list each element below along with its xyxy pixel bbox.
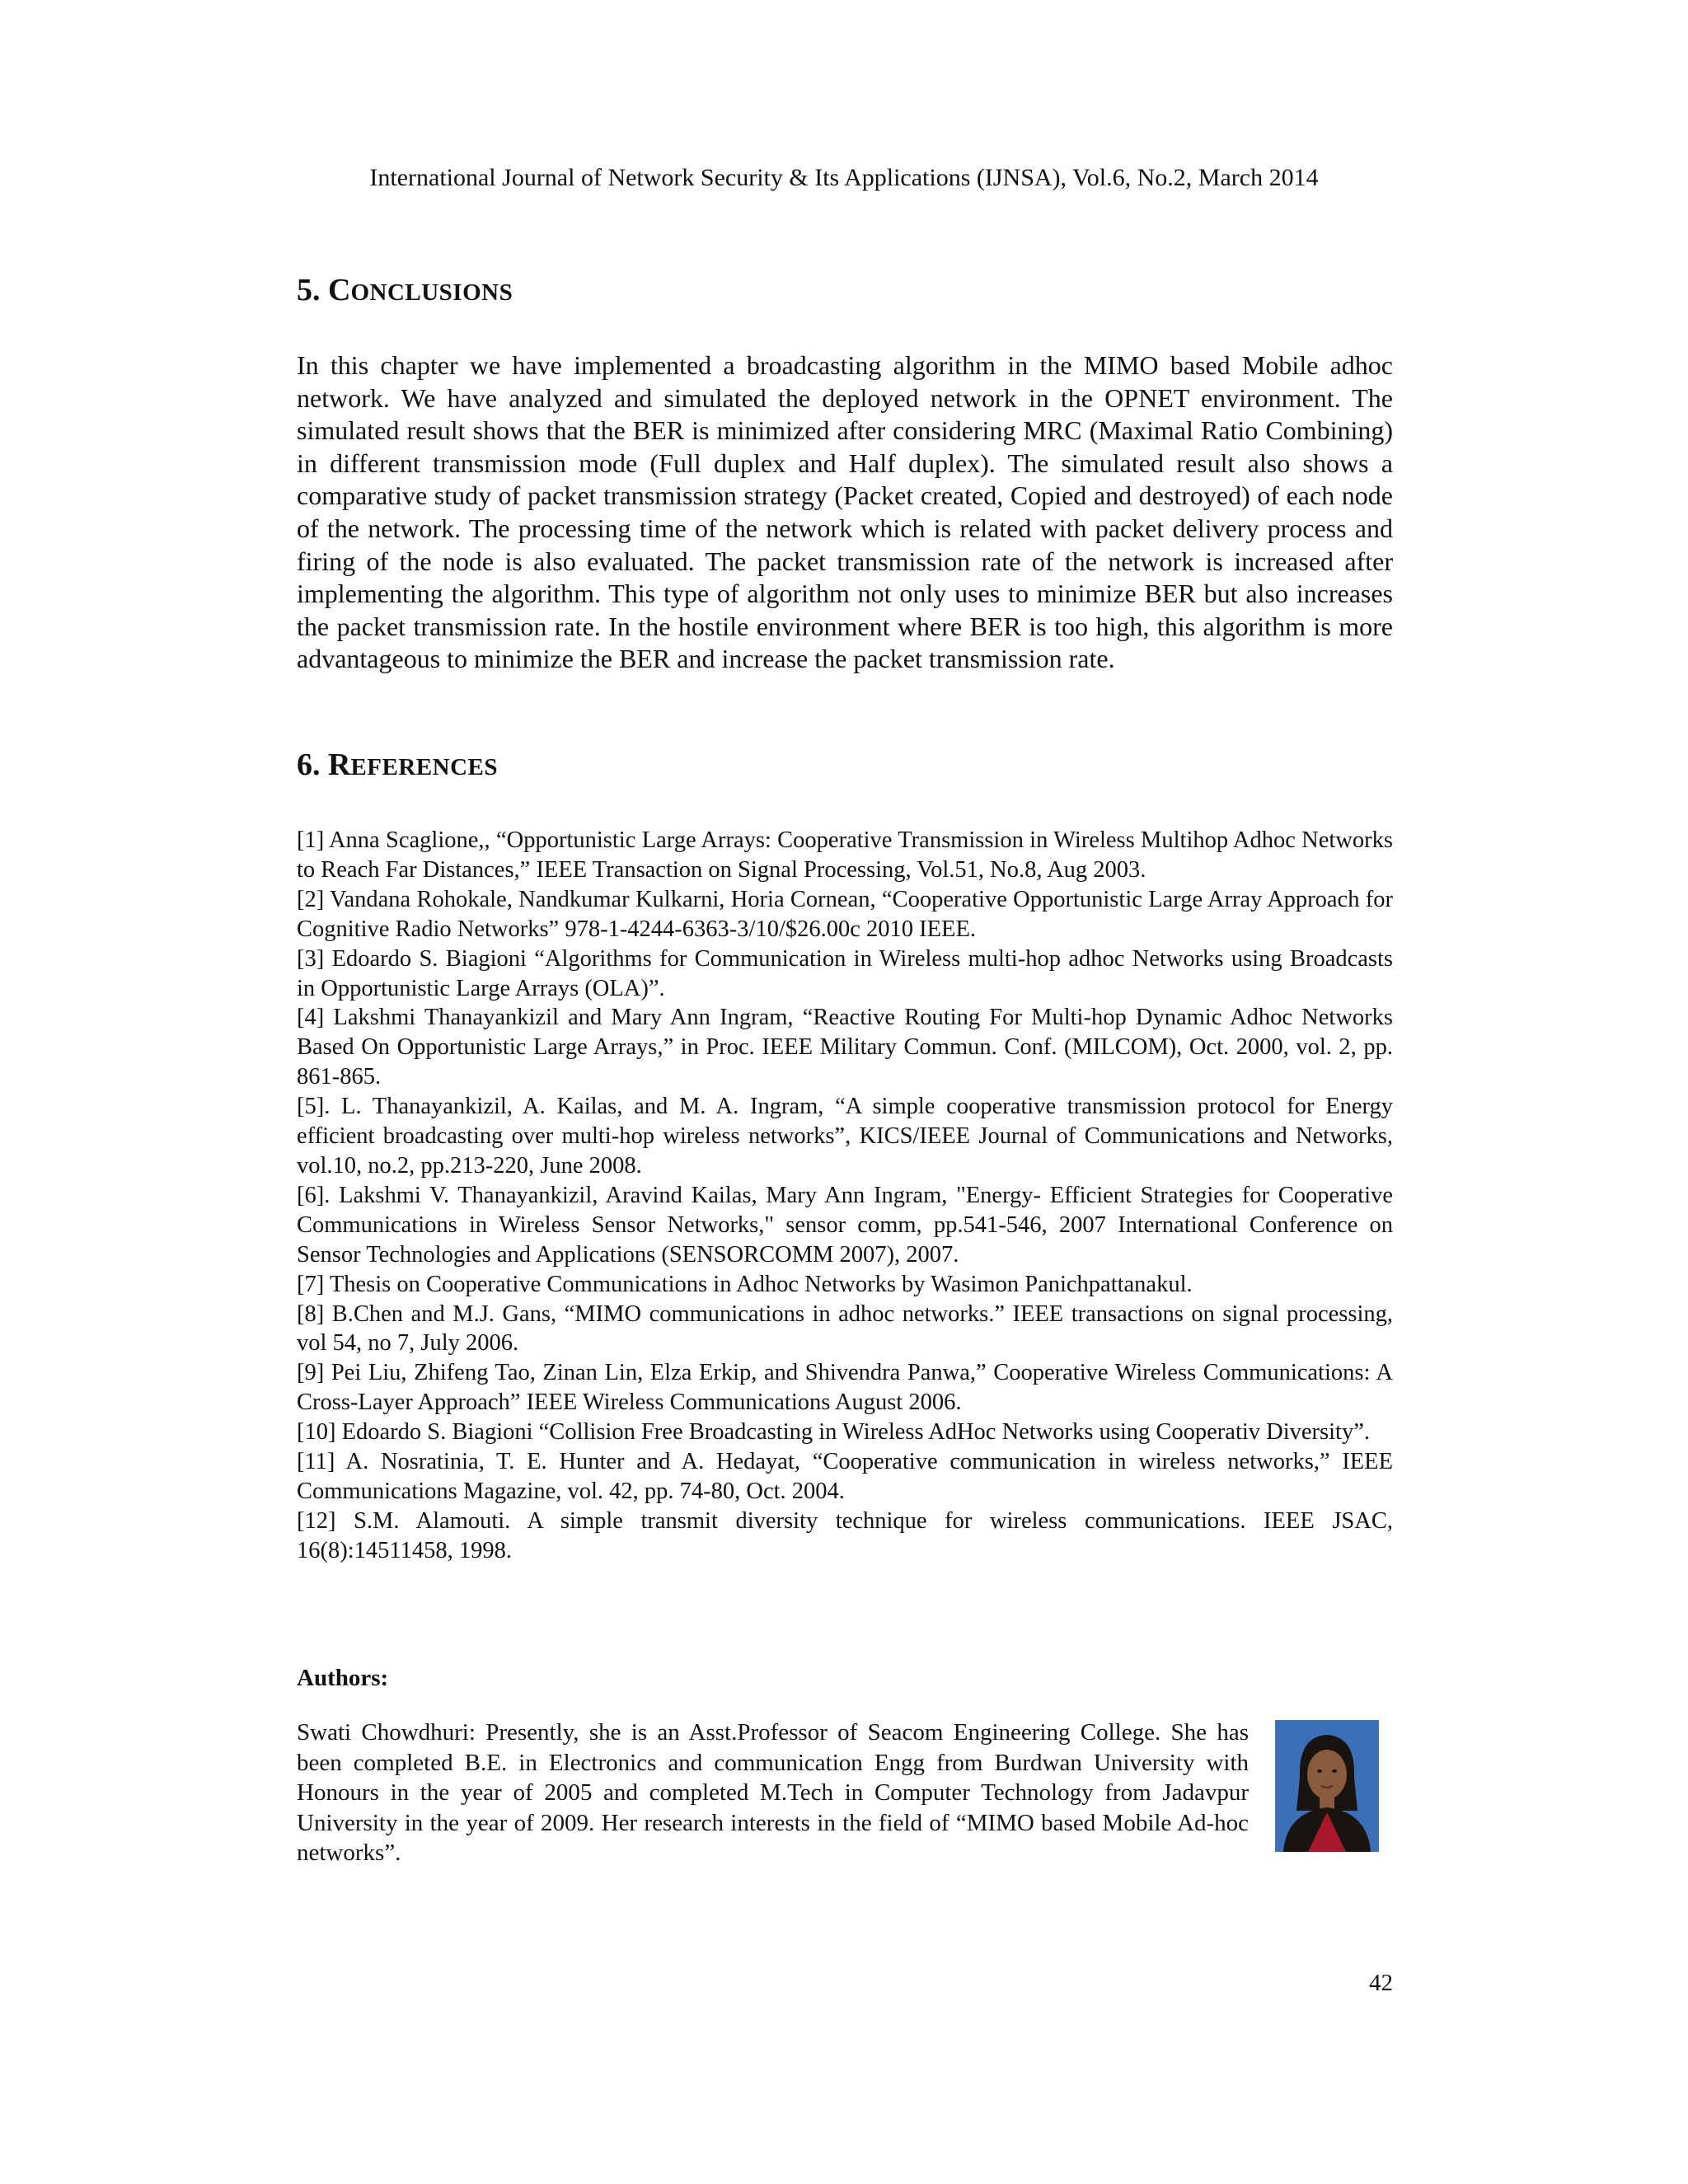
reference-item: [12] S.M. Alamouti. A simple transmit diversity technique for wireless communications. IEEE JSAC, 16(8):14511458, 1998. xyxy=(297,1507,1393,1563)
page-number: 42 xyxy=(1369,1970,1393,1996)
reference-item: [7] Thesis on Cooperative Communications in Adhoc Networks by Wasimon Panichpattanakul. xyxy=(297,1271,1193,1297)
conclusions-heading: 5. CONCLUSIONS xyxy=(297,273,513,307)
reference-item: [1] Anna Scaglione,, “Opportunistic Large Arrays: Cooperative Transmission in Wireless Multihop Adhoc Networks to Reach Far Distances,” IEEE Transaction on Signal Processing, Vol.51, No.8, Aug 2003. xyxy=(297,827,1393,883)
conclusions-section xyxy=(297,269,1393,313)
reference-item: [4] Lakshmi Thanayankizil and Mary Ann Ingram, “Reactive Routing For Multi-hop Dynamic Adhoc Networks Based On Opportunistic Large Arrays,” in Proc. IEEE Military Commun. Conf. (MILCOM), Oct. 2000, vol. 2, pp. 861-865. xyxy=(297,1005,1393,1090)
author-portrait-icon xyxy=(1275,1720,1379,1852)
reference-item: [10] Edoardo S. Biagioni “Collision Free Broadcasting in Wireless AdHoc Networks using Cooperativ Diversity”. xyxy=(297,1419,1370,1446)
running-header: International Journal of Network Security & Its Applications (IJNSA), Vol.6, No.2, March 2014 xyxy=(369,164,1319,191)
reference-item: [11] A. Nosratinia, T. E. Hunter and A. Hedayat, “Cooperative communication in wireless networks,” IEEE Communications Magazine, vol. 42, pp. 74-80, Oct. 2004. xyxy=(297,1449,1393,1504)
reference-item: [6]. Lakshmi V. Thanayankizil, Aravind Kailas, Mary Ann Ingram, "Energy- Efficient Strategies for Cooperative Communications in Wireless Sensor Networks," sensor comm, pp.541-546, 2007 International Conference on Sensor Technologies and Applications (SENSORCOMM 2007), 2007. xyxy=(297,1182,1393,1268)
reference-item: [3] Edoardo S. Biagioni “Algorithms for Communication in Wireless multi-hop adhoc Networks using Broadcasts in Opportunistic Large Arrays (OLA)”. xyxy=(297,945,1393,1001)
author-photo xyxy=(1275,1720,1379,1852)
reference-list xyxy=(297,826,1393,1566)
references-section xyxy=(297,744,1393,788)
authors-section xyxy=(297,1661,1393,1694)
author-bio-block xyxy=(297,1718,1393,1868)
reference-item: [9] Pei Liu, Zhifeng Tao, Zinan Lin, Elza Erkip, and Shivendra Panwa,” Cooperative Wireless Communications: A Cross-Layer Approach” IEEE Wireless Communications August 2006. xyxy=(297,1360,1393,1416)
reference-item: [5]. L. Thanayankizil, A. Kailas, and M. A. Ingram, “A simple cooperative transmission protocol for Energy efficient broadcasting over multi-hop wireless networks”, KICS/IEEE Journal of Communications and Networks, vol.10, no.2, pp.213-220, June 2008. xyxy=(297,1094,1393,1179)
reference-item: [2] Vandana Rohokale, Nandkumar Kulkarni, Horia Cornean, “Cooperative Opportunistic Large Array Approach for Cognitive Radio Networks” 978-1-4244-6363-3/10/$26.00c 2010 IEEE. xyxy=(297,886,1393,942)
reference-item: [8] B.Chen and M.J. Gans, “MIMO communications in adhoc networks.” IEEE transactions on signal processing, vol 54, no 7, July 2006. xyxy=(297,1301,1393,1357)
conclusions-body xyxy=(297,349,1393,676)
conclusions-paragraph: In this chapter we have implemented a broadcasting algorithm in the MIMO based Mobile adhoc network. We have analyzed and simulated the deployed network in the OPNET environment. The simulated result shows that the BER is minimized after considering MRC (Maximal Ratio Combining) in different transmission mode (Full duplex and Half duplex). The simulated result also shows a comparative study of packet transmission strategy (Packet created, Copied and destroyed) of each node of the network. The processing time of the network which is related with packet delivery process and firing of the node is also evaluated. The packet transmission rate of the network is increased after implementing the algorithm. This type of algorithm not only uses to minimize BER but also increases the packet transmission rate. In the hostile environment where BER is too high, this algorithm is more advantageous to minimize the BER and increase the packet transmission rate. xyxy=(297,350,1393,674)
author-bio: Swati Chowdhuri: Presently, she is an Asst.Professor of Seacom Engineering College. She has been completed B.E. in Electronics and communication Engg from Burdwan University with Honours in the year of 2005 and completed M.Tech in Computer Technology from Jadavpur University in the year of 2009. Her research interests in the field of “MIMO based Mobile Ad-hoc networks”. xyxy=(297,1719,1249,1866)
references-heading: 6. REFERENCES xyxy=(297,748,498,782)
authors-heading: Authors: xyxy=(297,1665,389,1691)
